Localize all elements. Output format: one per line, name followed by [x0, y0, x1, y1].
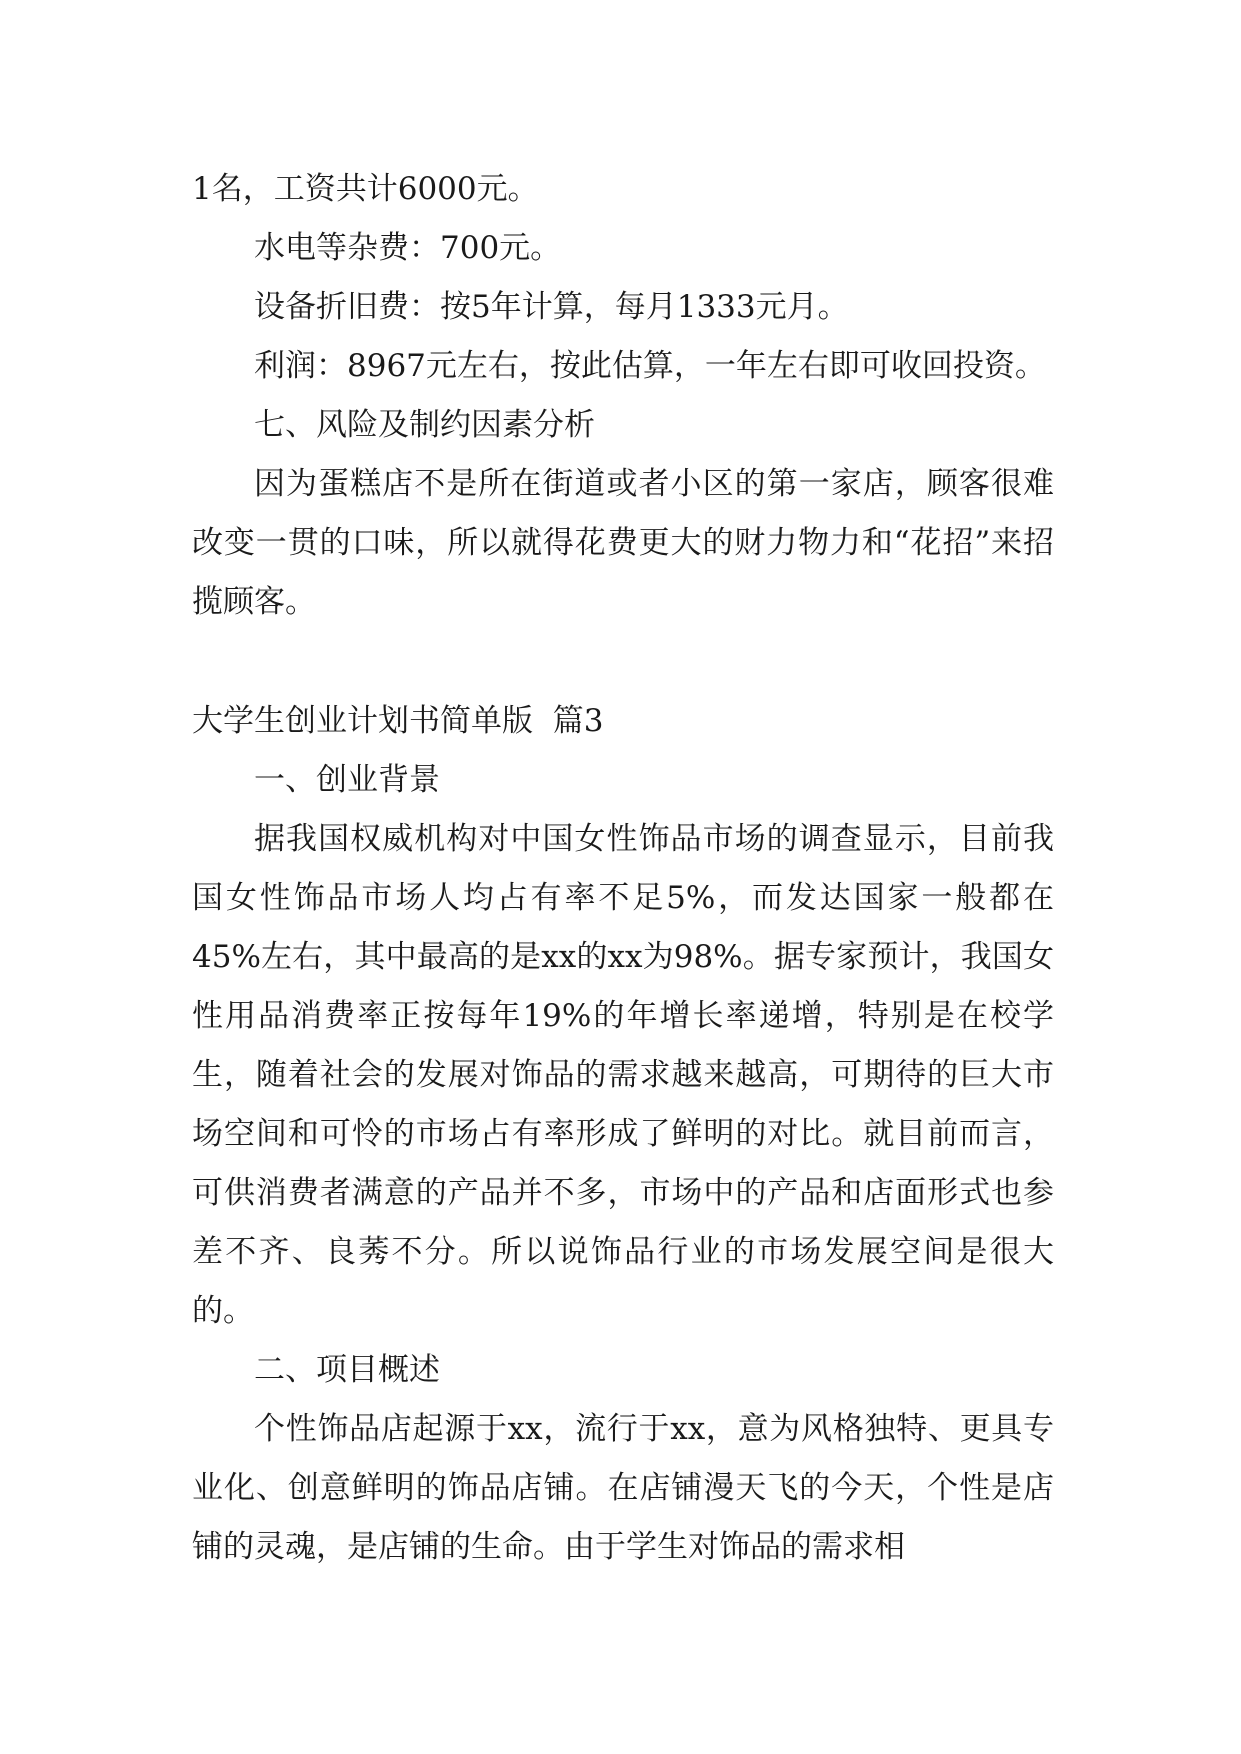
document-body [192, 160, 1054, 1577]
overview-paragraph: 个性饰品店起源于xx，流行于xx，意为风格独特、更具专业化、创意鲜明的饰品店铺。在店铺漫天飞的今天，个性是店铺的灵魂，是店铺的生命。由于学生对饰品的需求相 [192, 1411, 1054, 1565]
background-heading: 一、创业背景 [254, 762, 440, 798]
section-title: 大学生创业计划书简单版 篇3 [192, 703, 604, 739]
profit-line: 利润：8967元左右，按此估算，一年左右即可收回投资。 [254, 348, 1046, 384]
utilities-line: 水电等杂费：700元。 [254, 230, 562, 266]
background-paragraph: 据我国权威机构对中国女性饰品市场的调查显示，目前我国女性饰品市场人均占有率不足5%，而发达国家一般都在45%左右，其中最高的是xx的xx为98%。据专家预计，我国女性用品消费率正按每年19%的年增长率递增，特别是在校学生，随着社会的发展对饰品的需求越来越高，可期待的巨大市场空间和可怜的市场占有率形成了鲜明的对比。就目前而言，可供消费者满意的产品并不多，市场中的产品和店面形式也参差不齐、良莠不分。所以说饰品行业的市场发展空间是很大的。 [192, 821, 1054, 1329]
depreciation-line: 设备折旧费：按5年计算，每月1333元月。 [254, 289, 849, 325]
overview-heading: 二、项目概述 [254, 1352, 440, 1388]
risk-paragraph: 因为蛋糕店不是所在街道或者小区的第一家店，顾客很难改变一贯的口味，所以就得花费更大的财力物力和“花招”来招揽顾客。 [192, 466, 1054, 620]
risk-heading: 七、风险及制约因素分析 [254, 407, 595, 443]
salary-line: 1名，工资共计6000元。 [192, 171, 539, 207]
